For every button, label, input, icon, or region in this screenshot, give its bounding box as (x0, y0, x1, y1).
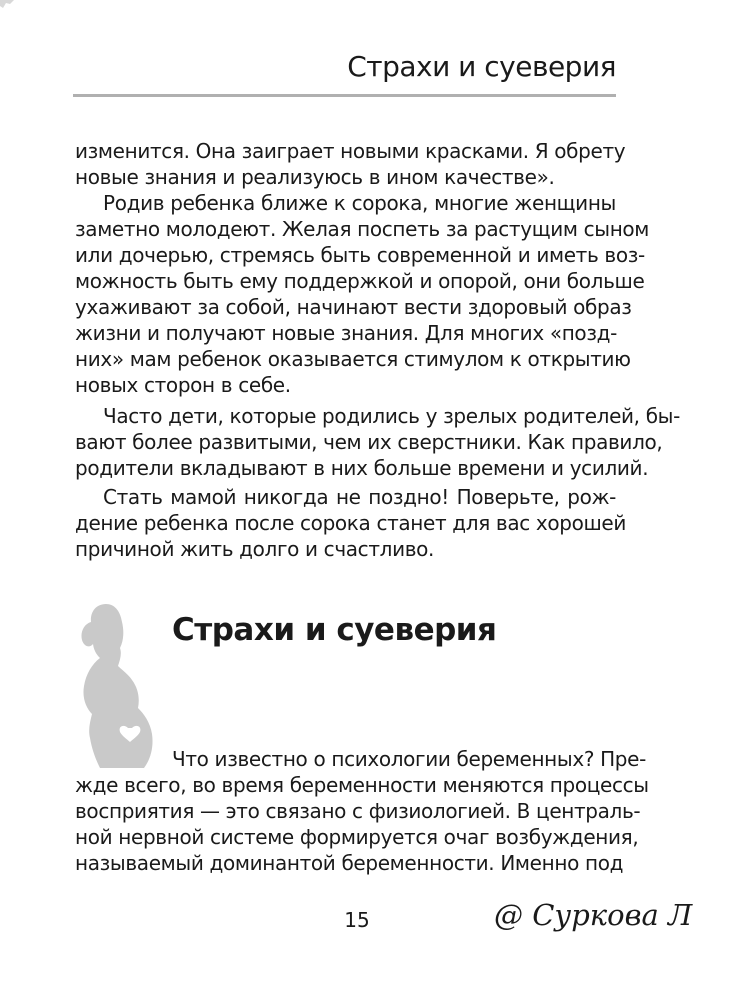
text-line: ухаживают за собой, начинают вести здоровый образ (75, 295, 632, 319)
text-line: Часто дети, которые родились у зрелых родителей, бы- (103, 404, 680, 428)
section-heading: Страхи и суеверия (172, 612, 497, 648)
pregnant-woman-silhouette-icon (66, 600, 166, 770)
text-line: ной нервной системе формируется очаг возбуждения, (75, 825, 639, 849)
text-line: новые знания и реализуюсь в ином качестве». (75, 165, 555, 189)
text-line: изменится. Она заиграет новыми красками. Я обрету (75, 139, 626, 163)
header-rule (73, 94, 616, 97)
text-line: называемый доминантой беременности. Именно под (75, 851, 624, 875)
text-line: них» мам ребенок оказывается стимулом к открытию (75, 347, 631, 371)
corner-mark-icon (0, 0, 16, 12)
text-line: можность быть ему поддержкой и опорой, они больше (75, 269, 645, 293)
text-line: или дочерью, стремясь быть современной и иметь воз- (75, 243, 645, 267)
text-line: вают более развитыми, чем их сверстники. Как правило, (75, 430, 663, 454)
text-line: новых сторон в себе. (75, 373, 291, 397)
page-number: 15 (344, 908, 370, 932)
text-line: родители вкладывают в них больше времени и усилий. (75, 456, 649, 480)
text-line: Что известно о психологии беременных? Пре- (172, 747, 646, 771)
text-line: жизни и получают новые знания. Для многих «позд- (75, 321, 617, 345)
text-line: Стать мамой никогда не поздно! Поверьте, рож- (103, 485, 616, 509)
text-line: Родив ребенка ближе к сорока, многие женщины (103, 191, 616, 215)
text-line: дение ребенка после сорока станет для вас хорошей (75, 511, 627, 535)
signature-watermark: @ Суркова Л (494, 898, 693, 932)
text-line: восприятия — это связано с физиологией. В централь- (75, 799, 641, 823)
text-line: заметно молодеют. Желая поспеть за растущим сыном (75, 217, 650, 241)
text-line: жде всего, во время беременности меняются процессы (75, 773, 649, 797)
running-header-title: Страхи и суеверия (347, 50, 616, 83)
text-line: причиной жить долго и счастливо. (75, 537, 435, 561)
